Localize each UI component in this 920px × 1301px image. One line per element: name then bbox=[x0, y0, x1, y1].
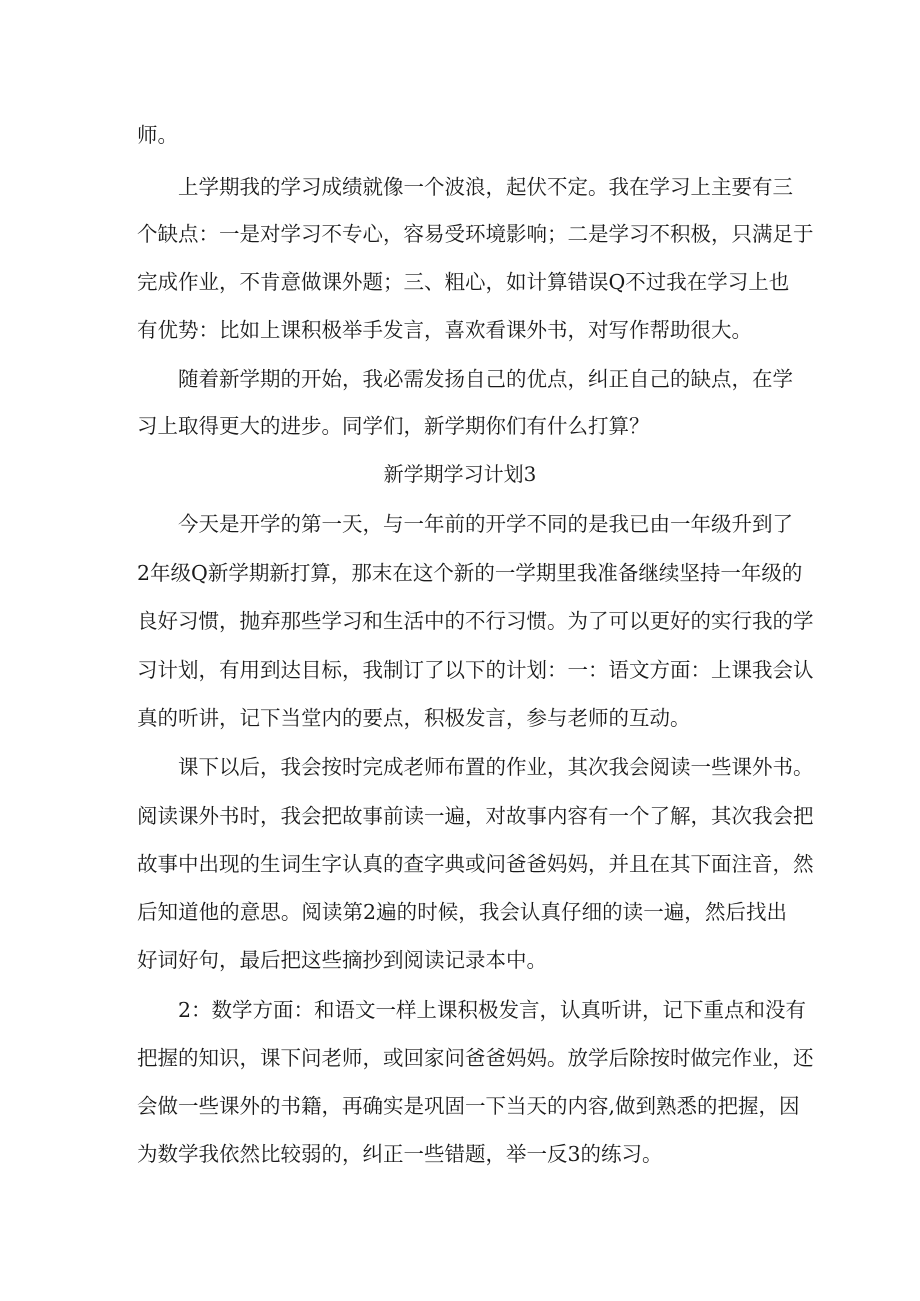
paragraph-line: 良好习惯，抛弃那些学习和生活中的不行习惯。为了可以更好的实行我的学 bbox=[137, 609, 814, 633]
paragraph-line: 个缺点：一是对学习不专心，容易受环境影响；二是学习不积极，只满足于 bbox=[137, 222, 814, 246]
paragraph-line: 2年级Q新学期新打算，那末在这个新的一学期里我准备继续坚持一年级的 bbox=[137, 561, 803, 585]
paragraph-line: 会做一些课外的书籍，再确实是巩固一下当天的内容,做到熟悉的把握，因 bbox=[137, 1094, 800, 1118]
paragraph-line: 把握的知识，课下问老师，或回家问爸爸妈妈。放学后除按时做完作业，还 bbox=[137, 1046, 814, 1070]
paragraph-line: 后知道他的意思。阅读第2遍的时候，我会认真仔细的读一遍，然后找出 bbox=[137, 900, 787, 924]
paragraph-line: 真的听讲，记下当堂内的要点，积极发言，参与老师的互动。 bbox=[137, 706, 691, 730]
paragraph-line: 习计划，有用到达目标，我制订了以下的计划：一：语文方面：上课我会认 bbox=[137, 658, 814, 682]
paragraph-line: 有优势：比如上课积极举手发言，喜欢看课外书，对写作帮助很大。 bbox=[137, 318, 752, 342]
paragraph-line: 上学期我的学习成绩就像一个波浪，起伏不定。我在学习上主要有三 bbox=[178, 175, 793, 199]
paragraph-line: 2：数学方面：和语文一样上课积极发言，认真听讲，记下重点和没有 bbox=[178, 998, 807, 1022]
paragraph-line: 今天是开学的第一天，与一年前的开学不同的是我已由一年级升到了 bbox=[178, 512, 793, 536]
paragraph-line: 习上取得更大的进步。同学们，新学期你们有什么打算？ bbox=[137, 414, 650, 438]
paragraph-line: 随着新学期的开始，我必需发扬自己的优点，纠正自己的缺点，在学 bbox=[178, 367, 793, 391]
section-title: 新学期学习计划3 bbox=[383, 462, 537, 486]
paragraph-line: 为数学我依然比较弱的，纠正一些错题，举一反3的练习。 bbox=[137, 1142, 663, 1166]
paragraph-line: 完成作业，不肯意做课外题；三、粗心，如计算错误Q不过我在学习上也 bbox=[137, 270, 790, 294]
paragraph-line: 阅读课外书时，我会把故事前读一遍，对故事内容有一个了解，其次我会把 bbox=[137, 804, 814, 828]
paragraph-line: 课下以后，我会按时完成老师布置的作业，其次我会阅读一些课外书。 bbox=[178, 755, 814, 779]
paragraph-line: 故事中出现的生词生字认真的查字典或问爸爸妈妈，并且在其下面注音，然 bbox=[137, 852, 814, 876]
paragraph-line: 师。 bbox=[137, 123, 178, 147]
paragraph-line: 好词好句，最后把这些摘抄到阅读记录本中。 bbox=[137, 948, 547, 972]
